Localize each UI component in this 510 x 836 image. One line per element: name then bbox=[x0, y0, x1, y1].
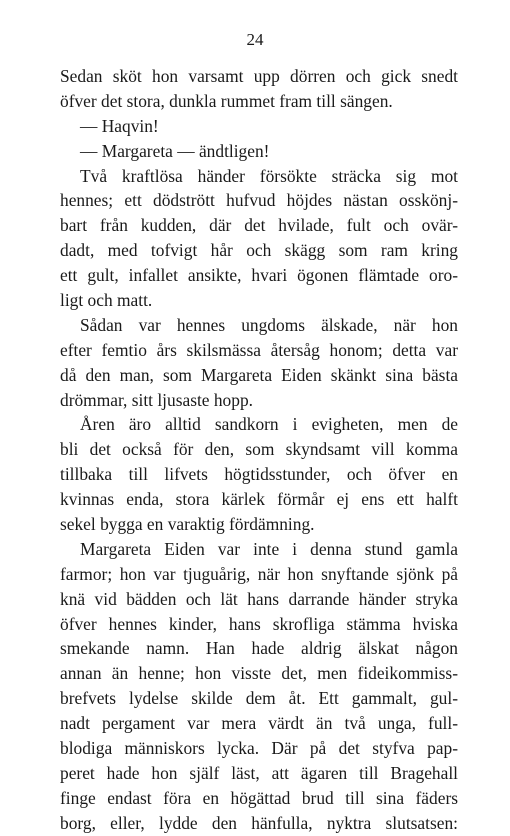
text-line: finge endast föra en högättad brud till sina fäders bbox=[60, 787, 458, 808]
text-line: borg, eller, lydde den hänfulla, nyktra slutsatsen: bbox=[60, 812, 458, 833]
text-line: Sådan var hennes ungdoms älskade, när hon bbox=[80, 314, 458, 335]
text-line: Margareta Eiden var inte i denna stund gamla bbox=[80, 538, 458, 559]
text-line: annan än henne; hon visste det, men fideikommiss- bbox=[60, 663, 458, 684]
text-line: — Haqvin! bbox=[80, 115, 159, 136]
text-line: — Margareta — ändtligen! bbox=[80, 140, 270, 161]
text-line: öfver hennes kinder, hans skrofliga stämma hviska bbox=[60, 613, 458, 634]
text-line: peret hade hon själf läst, att ägaren till Bragehall bbox=[60, 762, 458, 783]
text-line: Sedan sköt hon varsamt upp dörren och gick snedt bbox=[60, 66, 458, 86]
text-line: bli det också för den, som skyndsamt vill komma bbox=[60, 439, 458, 460]
text-line: öfver det stora, dunkla rummet fram till sängen. bbox=[60, 90, 393, 111]
text-line: knä vid bädden och lät hans darrande händer stryka bbox=[60, 588, 458, 609]
page-number: 24 bbox=[246, 30, 264, 49]
text-line: då den man, som Margareta Eiden skänkt sina bästa bbox=[60, 364, 458, 385]
text-line: Två kraftlösa händer försökte sträcka sig mot bbox=[80, 165, 458, 186]
text-line: farmor; hon var tjuguårig, när hon snyftande sjönk på bbox=[60, 563, 458, 584]
text-line: dadt, med tofvigt hår och skägg som ram kring bbox=[60, 240, 458, 261]
text-line: nadt pergament var mera värdt än två unga, full- bbox=[60, 713, 458, 734]
text-line: ett gult, infallet ansikte, hvari ögonen flämtade oro- bbox=[60, 265, 458, 286]
text-line: sekel bygga en varaktig fördämning. bbox=[60, 514, 315, 535]
text-line: smekande namn. Han hade aldrig älskat någon bbox=[60, 638, 458, 659]
text-line: drömmar, sitt ljusaste hopp. bbox=[60, 389, 253, 410]
text-line: blodiga människors lycka. Där på det styfva pap- bbox=[60, 738, 458, 759]
text-line: tillbaka till lifvets högtidsstunder, och öfver en bbox=[60, 464, 458, 485]
text-line: bart från kudden, där det hvilade, fult och ovär- bbox=[60, 215, 458, 236]
text-line: ligt och matt. bbox=[60, 290, 153, 311]
text-line: efter femtio års skilsmässa återsåg honom; detta var bbox=[60, 339, 458, 360]
text-line: Åren äro alltid sandkorn i evigheten, men de bbox=[80, 414, 458, 435]
text-line: hennes; ett dödstrött hufvud höjdes nästan osskönj- bbox=[60, 190, 458, 211]
text-line: brefvets lydelse skilde dem åt. Ett gammalt, gul- bbox=[60, 688, 458, 709]
body-text bbox=[60, 64, 458, 836]
text-line: kvinnas enda, stora kärlek förmår ej ens ett halft bbox=[60, 489, 458, 510]
